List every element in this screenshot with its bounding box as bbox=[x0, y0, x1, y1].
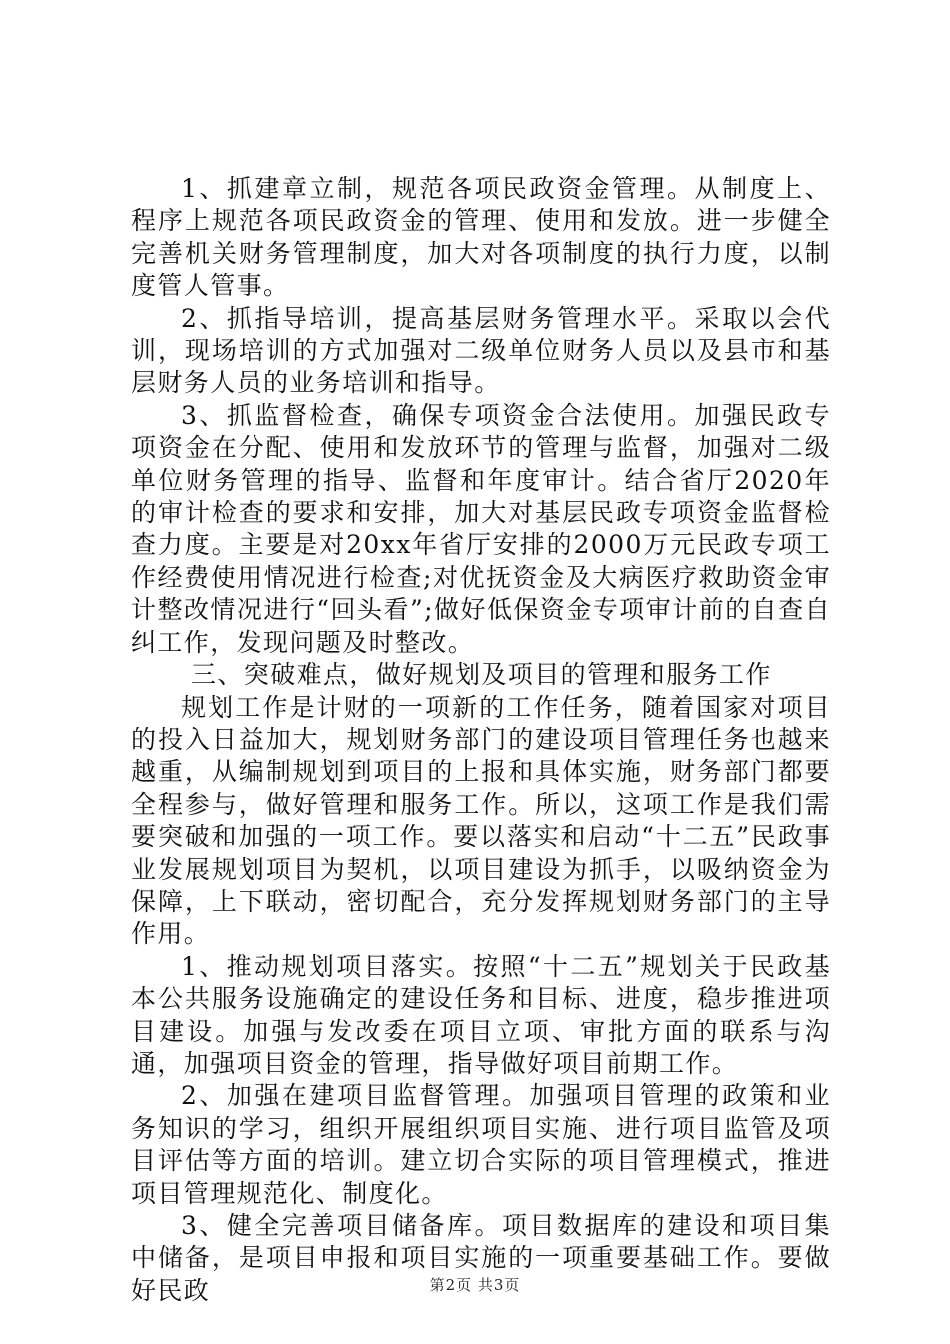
paragraph-project-implementation: 1、推动规划项目落实。按照“十二五”规划关于民政基本公共服务设施确定的建设任务和目标、进度，稳步推进项目建设。加强与发改委在项目立项、审批方面的联系与沟通，加强项目资金的管理，指导做好项目前期工作。 bbox=[131, 951, 831, 1078]
paragraph-project-supervision: 2、加强在建项目监督管理。加强项目管理的政策和业务知识的学习，组织开展组织项目实施、进行项目监管及项目评估等方面的培训。建立切合实际的项目管理模式，推进项目管理规范化、制度化。 bbox=[131, 1081, 831, 1208]
paragraph-project-reserve: 3、健全完善项目储备库。项目数据库的建设和项目集中储备，是项目申报和项目实施的一项重要基础工作。要做好民政 bbox=[131, 1211, 831, 1305]
paragraph-supervision-inspection: 3、抓监督检查，确保专项资金合法使用。加强民政专项资金在分配、使用和发放环节的管理与监督，加强对二级单位财务管理的指导、监督和年度审计。结合省厅2020年的审计检查的要求和安排，加大对基层民政专项资金监督检查力度。主要是对20xx年省厅安排的2000万元民政专项工作经费使用情况进行检查;对优抚资金及大病医疗救助资金审计整改情况进行“回头看”;做好低保资金专项审计前的自查自纠工作，发现问题及时整改。 bbox=[131, 400, 831, 657]
page-footer: 第2页 共3页 bbox=[429, 1276, 521, 1294]
paragraph-regulation-building: 1、抓建章立制，规范各项民政资金管理。从制度上、程序上规范各项民政资金的管理、使用和发放。进一步健全完善机关财务管理制度，加大对各项制度的执行力度，以制度管人管事。 bbox=[131, 174, 831, 301]
document-body bbox=[131, 173, 831, 1307]
paragraph-planning-work: 规划工作是计财的一项新的工作任务，随着国家对项目的投入日益加大，规划财务部门的建设项目管理任务也越来越重，从编制规划到项目的上报和具体实施，财务部门都要全程参与，做好管理和服务工作。所以，这项工作是我们需要突破和加强的一项工作。要以落实和启动“十二五”民政事业发展规划项目为契机，以项目建设为抓手，以吸纳资金为保障，上下联动，密切配合，充分发挥规划财务部门的主导作用。 bbox=[131, 692, 831, 949]
paragraph-training-guidance: 2、抓指导培训，提高基层财务管理水平。采取以会代训，现场培训的方式加强对二级单位财务人员以及县市和基层财务人员的业务培训和指导。 bbox=[131, 303, 831, 398]
section-heading-projects: 三、突破难点，做好规划及项目的管理和服务工作 bbox=[191, 660, 772, 690]
